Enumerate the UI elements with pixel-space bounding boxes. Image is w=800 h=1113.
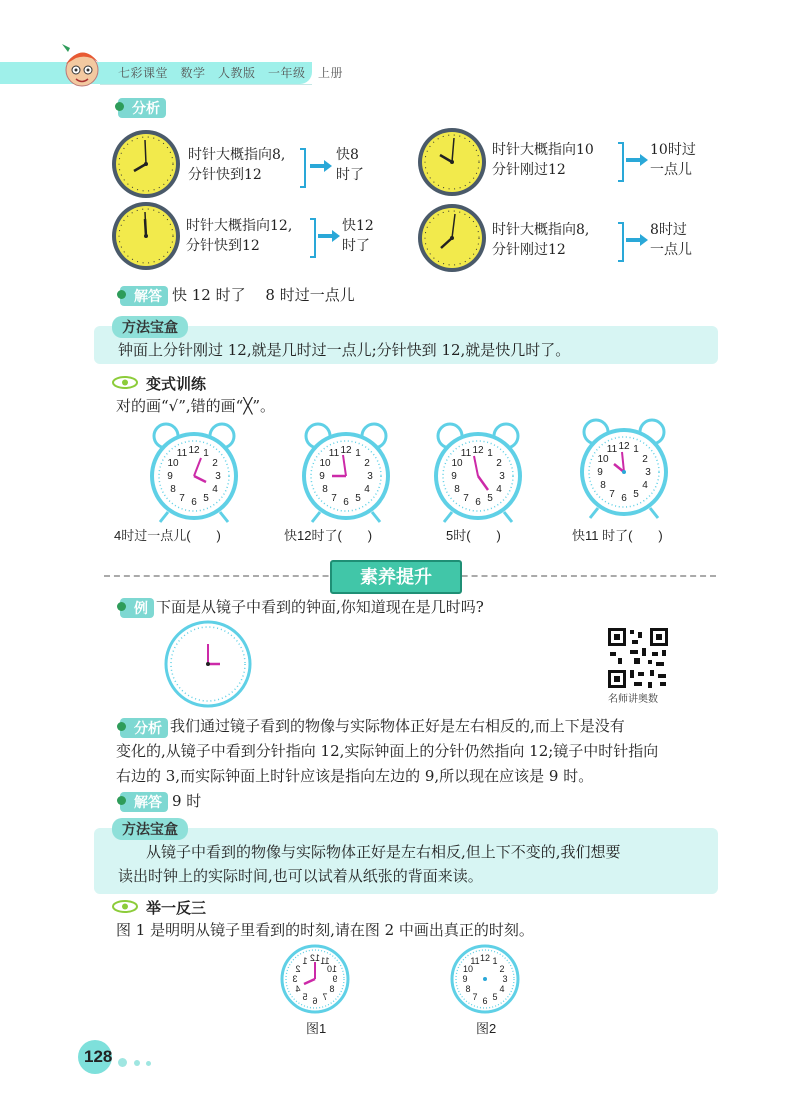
svg-text:12: 12 [479,953,491,963]
analysis-item-2-line1: 时针大概指向10 [492,142,594,158]
svg-text:11: 11 [176,448,188,459]
method-tag: 方法宝盒 [112,818,188,840]
answer-label: 解答 [120,792,168,812]
svg-text:2: 2 [496,458,502,469]
practice-title: 举一反三 [146,900,207,917]
analysis-item-1-line1: 时针大概指向8, [188,147,286,163]
brace-4 [618,222,624,262]
svg-text:10: 10 [451,458,463,469]
svg-text:7: 7 [463,493,469,504]
variant-item-3-label: 5时( ) [446,528,501,543]
method-text: 钟面上分针刚过 12,就是几时过一点儿;分针快到 12,就是快几时了。 [118,341,571,359]
svg-text:6: 6 [475,497,481,508]
svg-text:6: 6 [482,996,488,1006]
svg-text:3: 3 [502,974,508,984]
svg-text:4: 4 [295,984,301,994]
clock-icon [416,202,488,274]
svg-text:12: 12 [188,445,200,456]
clock-icon [416,126,488,198]
analysis-label: 分析 [118,98,166,118]
analysis-item-2-result1: 10时过 [650,142,696,158]
svg-text:9: 9 [597,467,603,478]
arrow-right-icon [318,230,340,242]
svg-text:3: 3 [499,471,505,482]
clock-icon [110,128,182,200]
svg-text:12: 12 [472,445,484,456]
svg-text:8: 8 [322,484,328,495]
svg-text:3: 3 [292,974,298,984]
svg-text:1: 1 [203,448,209,459]
analysis-label: 分析 [120,718,168,738]
analysis-line-3: 右边的 3,而实际钟面上时针应该是指向左边的 9,所以现在应该是 9 时。 [116,767,594,785]
method-tag: 方法宝盒 [112,316,188,338]
svg-text:8: 8 [600,480,606,491]
figure-2-caption: 图2 [476,1021,497,1036]
decor-dot [146,1061,151,1066]
decor-dot [118,1058,127,1067]
svg-text:10: 10 [319,458,331,469]
svg-text:12: 12 [618,441,630,452]
svg-text:3: 3 [645,467,651,478]
svg-text:8: 8 [329,984,335,994]
svg-text:12: 12 [340,445,352,456]
example-label: 例 [120,598,154,618]
svg-text:3: 3 [367,471,373,482]
svg-text:7: 7 [322,992,328,1002]
svg-text:6: 6 [343,497,349,508]
page-number: 128 [84,1047,113,1066]
svg-text:6: 6 [312,996,318,1006]
alarm-clock-icon [298,420,394,524]
svg-text:4: 4 [212,484,218,495]
svg-text:4: 4 [642,480,648,491]
answer-label: 解答 [120,286,168,306]
svg-text:5: 5 [355,493,361,504]
analysis-item-1-result2: 时了 [336,167,364,183]
qr-caption: 名师讲奥数 [608,694,658,705]
svg-text:10: 10 [167,458,179,469]
svg-text:5: 5 [633,489,639,500]
svg-text:2: 2 [364,458,370,469]
section-title: 素养提升 [330,560,462,594]
alarm-clock-icon [146,420,242,524]
answer-text: 快 12 时了 8 时过一点儿 [172,286,355,304]
variant-title: 变式训练 [146,376,207,393]
svg-text:4: 4 [499,984,505,994]
svg-text:1: 1 [633,444,639,455]
analysis-item-2-line2: 分针刚过12 [492,162,566,178]
answer-text: 9 时 [172,792,202,810]
analysis-item-4-line1: 时针大概指向8, [492,222,590,238]
variant-item-1-label: 4时过一点儿( ) [114,528,221,543]
method-line-2: 读出时钟上的实际时间,也可以试着从纸张的背面来读。 [118,867,483,885]
svg-text:2: 2 [642,454,648,465]
svg-text:1: 1 [492,956,498,966]
svg-text:11: 11 [606,444,618,455]
brace-1 [300,148,306,188]
svg-text:2: 2 [295,964,301,974]
svg-text:5: 5 [487,493,493,504]
eye-bullet-icon [112,376,138,389]
alarm-clock-icon [430,420,526,524]
analysis-item-1-line2: 分针快到12 [188,167,262,183]
svg-text:6: 6 [621,493,627,504]
svg-text:9: 9 [167,471,173,482]
blank-clock-icon[interactable] [450,944,520,1014]
decor-dot [134,1060,140,1066]
analysis-item-4-line2: 分针刚过12 [492,242,566,258]
svg-text:1: 1 [355,448,361,459]
eye-bullet-icon [112,900,138,913]
brace-2 [618,142,624,182]
svg-text:5: 5 [302,992,308,1002]
svg-text:9: 9 [319,471,325,482]
svg-text:1: 1 [302,956,308,966]
header-divider [100,84,312,85]
mirror-clock-icon [280,944,350,1014]
svg-text:9: 9 [332,974,338,984]
svg-text:9: 9 [462,974,468,984]
svg-text:2: 2 [499,964,505,974]
arrow-right-icon [626,154,648,166]
svg-text:7: 7 [179,493,185,504]
svg-text:7: 7 [472,992,478,1002]
mascot-icon [58,40,104,90]
header-title: 七彩课堂 数学 人教版 一年级 上册 [118,66,344,80]
svg-text:8: 8 [465,984,471,994]
svg-text:1: 1 [487,448,493,459]
figure-1-caption: 图1 [306,1021,327,1036]
svg-text:9: 9 [451,471,457,482]
example-question: 下面是从镜子中看到的钟面,你知道现在是几时吗? [156,598,484,616]
svg-text:10: 10 [326,964,338,974]
brace-3 [310,218,316,258]
svg-text:10: 10 [462,964,474,974]
analysis-line-2: 变化的,从镜子中看到分针指向 12,实际钟面上的分针仍然指向 12;镜子中时针指向 [116,742,659,760]
practice-instruction: 图 1 是明明从镜子里看到的时刻,请在图 2 中画出真正的时刻。 [116,921,534,939]
analysis-item-3-line2: 分针快到12 [186,238,260,254]
svg-text:7: 7 [331,493,337,504]
qr-code-icon[interactable] [606,626,670,690]
svg-text:8: 8 [454,484,460,495]
analysis-item-4-result1: 8时过 [650,222,687,238]
svg-text:3: 3 [215,471,221,482]
analysis-item-3-result1: 快12 [342,218,374,234]
variant-item-2-label: 快12时了( ) [284,528,373,543]
svg-text:10: 10 [597,454,609,465]
mirror-clock-icon [164,620,252,708]
variant-item-4-label: 快11 时了( ) [572,528,663,543]
analysis-item-4-result2: 一点儿 [650,242,692,258]
arrow-right-icon [626,234,648,246]
svg-text:11: 11 [470,956,480,966]
clock-icon [110,200,182,272]
svg-text:6: 6 [191,497,197,508]
svg-text:4: 4 [364,484,370,495]
svg-text:11: 11 [328,448,340,459]
svg-text:7: 7 [609,489,615,500]
analysis-item-1-result1: 快8 [336,147,359,163]
analysis-item-3-line1: 时针大概指向12, [186,218,293,234]
svg-text:11: 11 [320,956,330,966]
analysis-item-2-result2: 一点儿 [650,162,692,178]
arrow-right-icon [310,160,332,172]
svg-text:2: 2 [212,458,218,469]
svg-text:5: 5 [492,992,498,1002]
alarm-clock-icon [576,416,672,520]
analysis-item-3-result2: 时了 [342,238,370,254]
analysis-line-1: 我们通过镜子看到的物像与实际物体正好是左右相反的,而上下是没有 [170,717,625,735]
svg-text:8: 8 [170,484,176,495]
svg-text:4: 4 [496,484,502,495]
variant-instruction: 对的画“√”,错的画“╳”。 [116,397,276,415]
svg-text:11: 11 [460,448,472,459]
svg-text:5: 5 [203,493,209,504]
svg-text:12: 12 [309,953,321,963]
method-line-1: 从镜子中看到的物像与实际物体正好是左右相反,但上下不变的,我们想要 [146,843,621,861]
